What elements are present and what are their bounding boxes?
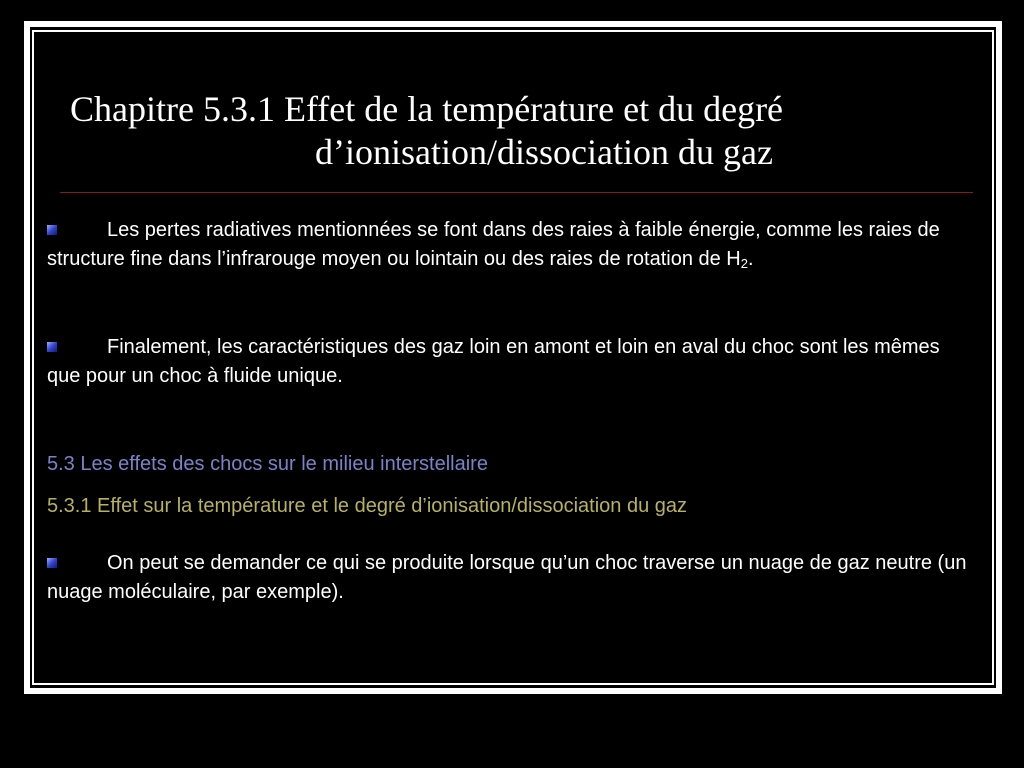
- square-bullet-icon: [47, 342, 57, 352]
- bullet-1-end: .: [747, 248, 754, 270]
- bullet-1-subscript: 2: [740, 256, 748, 271]
- title-line-2: d’ionisation/dissociation du gaz: [315, 132, 773, 172]
- bullet-paragraph-2: [47, 333, 967, 391]
- square-bullet-icon: [47, 558, 57, 568]
- slide-title: [70, 88, 970, 174]
- title-line-1: Chapitre 5.3.1 Effet de la température et du degré: [70, 89, 784, 129]
- square-bullet-icon: [47, 225, 57, 235]
- subsection-heading: 5.3.1 Effet sur la température et le degré d’ionisation/dissociation du gaz: [47, 495, 688, 517]
- section-heading: 5.3 Les effets des chocs sur le milieu interstellaire: [47, 453, 488, 475]
- bullet-2-text: Finalement, les caractéristiques des gaz loin en amont et loin en aval du choc sont les mêmes que pour un choc à fluide unique.: [47, 336, 940, 387]
- bullet-1-text: Les pertes radiatives mentionnées se font dans des raies à faible énergie, comme les raies de structure fine dans l’infrarouge moyen ou lointain ou des raies de rotation de H: [47, 219, 940, 270]
- bullet-3-text: On peut se demander ce qui se produite lorsque qu’un choc traverse un nuage de gaz neutre (un nuage moléculaire, par exemple).: [47, 552, 967, 603]
- bullet-paragraph-3: [47, 549, 967, 607]
- title-divider: [60, 192, 973, 193]
- bullet-paragraph-1: [47, 216, 967, 274]
